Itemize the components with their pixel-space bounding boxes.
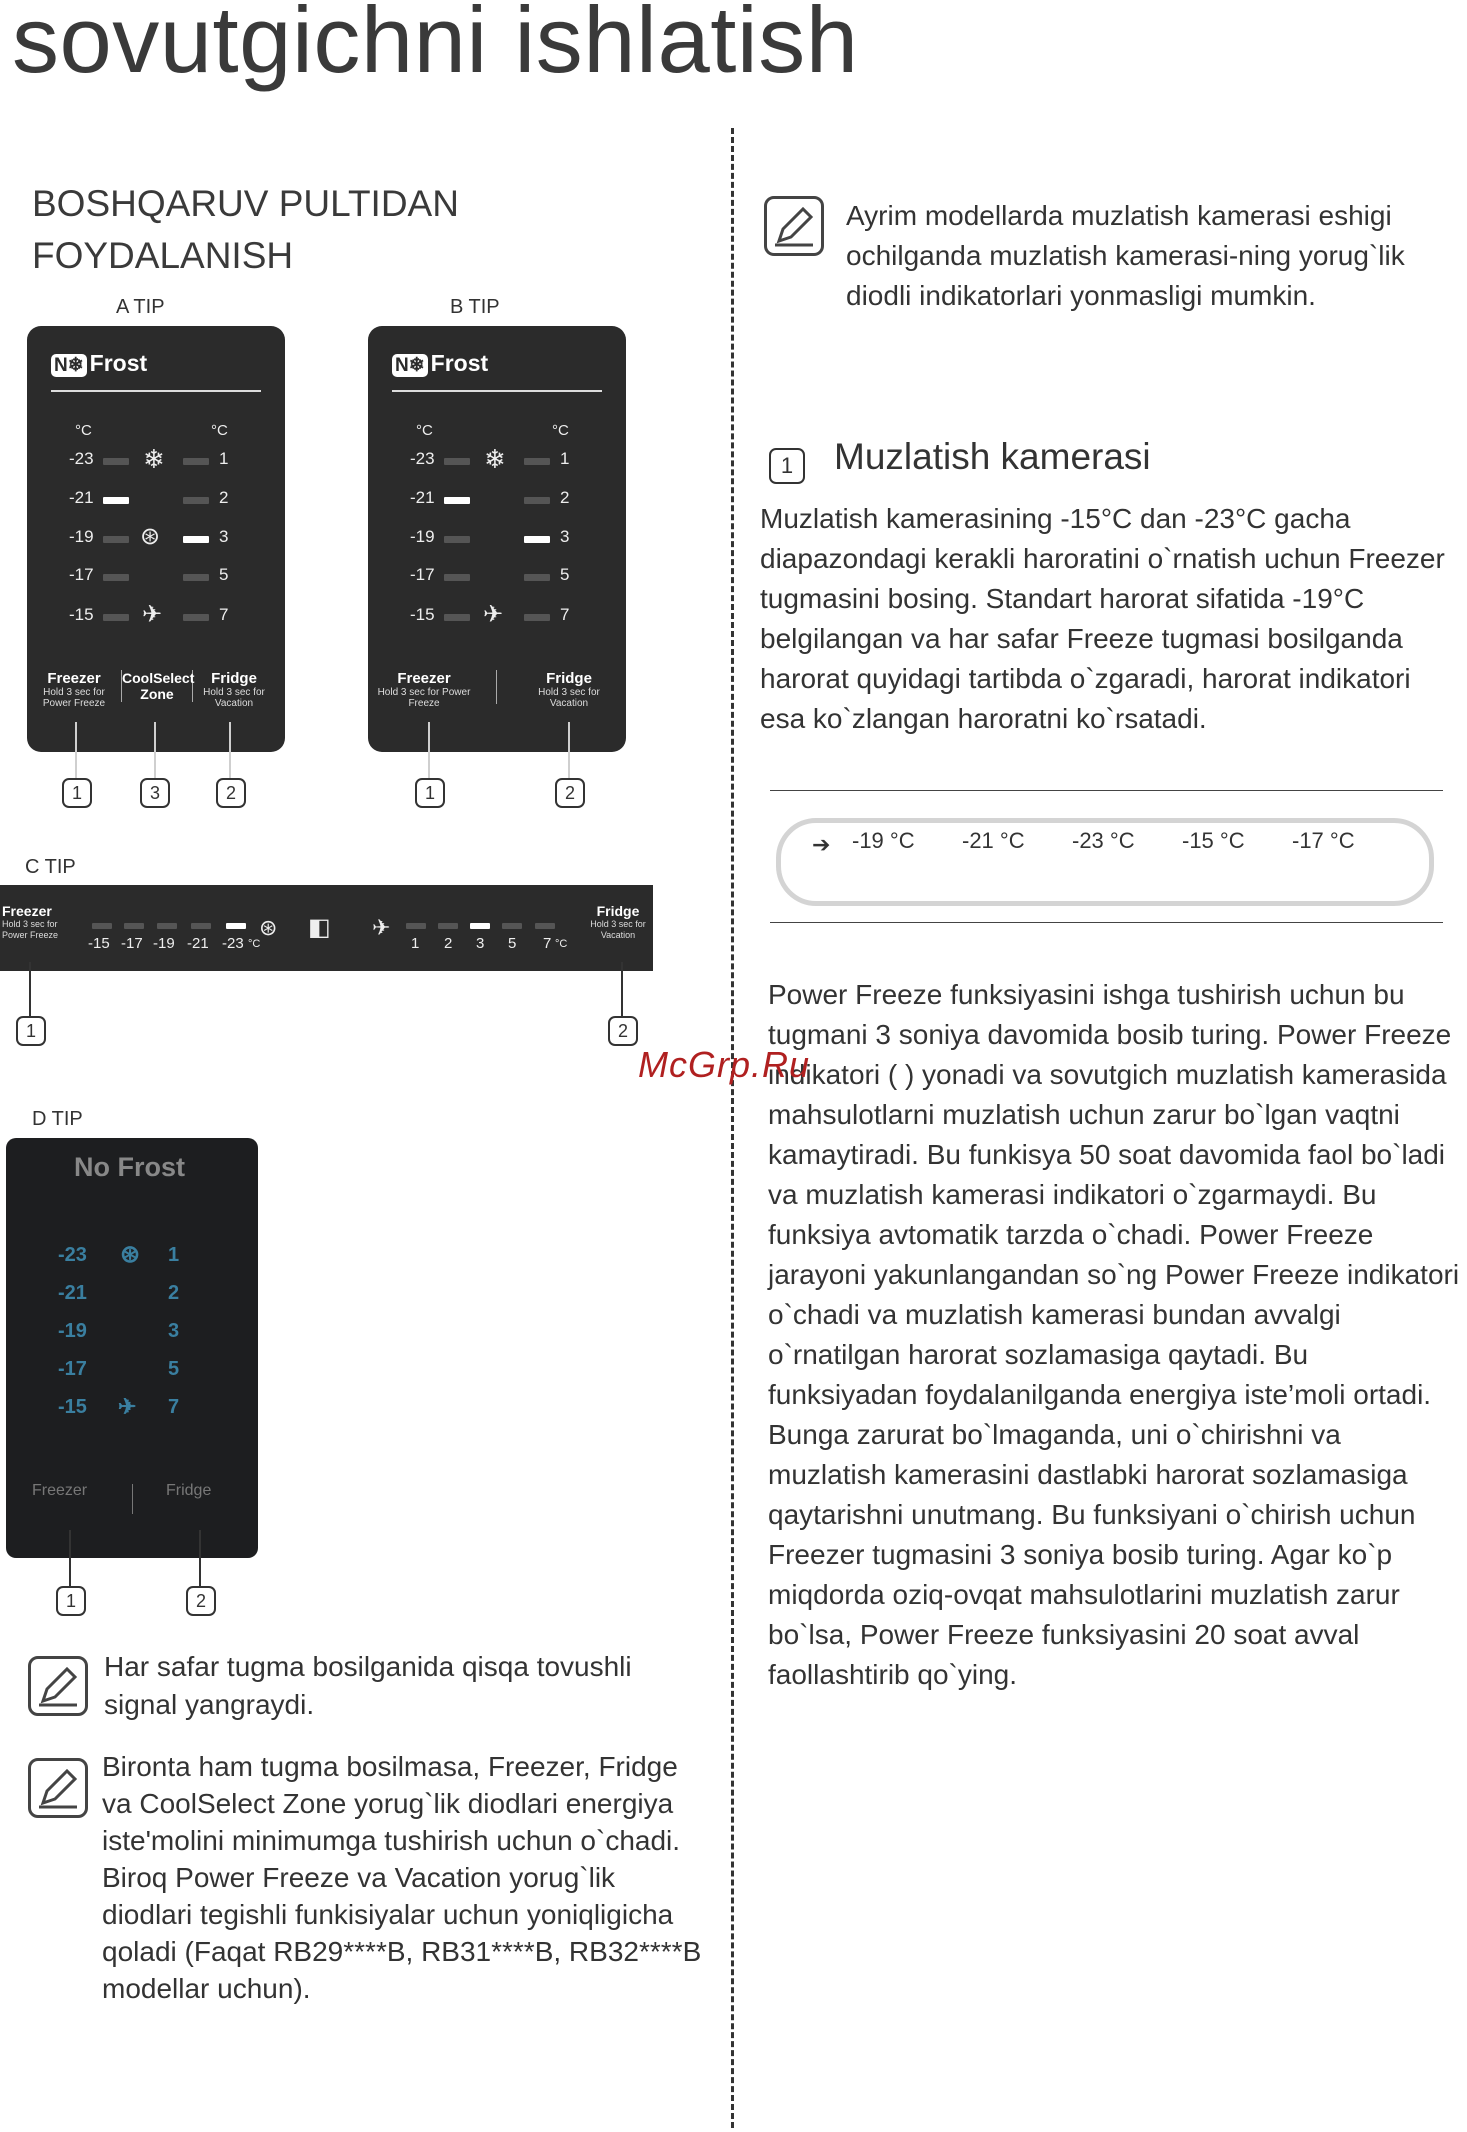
temp-label: -19 (410, 527, 435, 546)
panel-c (0, 885, 653, 971)
temp-label: 1 (560, 449, 570, 468)
led-on (444, 497, 470, 504)
freezer-button[interactable]: Freezer Hold 3 sec for Power Freeze (2, 903, 59, 940)
led (524, 458, 550, 465)
led (183, 497, 209, 504)
callout-number: 1 (16, 1016, 46, 1046)
led (444, 614, 470, 621)
temp-label: -17 (410, 565, 435, 584)
callout-line (75, 722, 77, 778)
temp-label: 3 (168, 1320, 180, 1342)
note-text: Ayrim modellarda muzlatish kamerasi eshigi ochilganda muzlatish kamerasi-ning yorug`lik diodli indikatorlari yonmasligi mumkin. (846, 200, 1405, 311)
section-title: Muzlatish kamerasi (834, 436, 1151, 477)
panel-c-label: C TIP (25, 856, 76, 878)
fridge-button[interactable]: Fridge Hold 3 sec for Vacation (590, 903, 646, 940)
panel-d-logo: No Frost (74, 1152, 185, 1182)
callout-number: 2 (555, 778, 585, 808)
power-freeze-icon: ⊛ (120, 1241, 141, 1268)
temp-label: 2 (219, 488, 229, 507)
callout-line (199, 1530, 201, 1586)
note-pencil-icon (28, 1758, 88, 1818)
temp-label: -21 (187, 935, 209, 952)
note-text: Har safar tugma bosilganida qisqa tovushli signal yangraydi. (104, 1651, 632, 1720)
temp-label: -17 (58, 1358, 87, 1380)
temp-label: -19 (69, 527, 94, 546)
temp-label: 3 (219, 527, 229, 546)
watermark: McGrp.Ru (638, 1044, 811, 1085)
power-freeze-icon: ❄ (484, 444, 506, 474)
panel-b-logo: N❄ Frost (392, 350, 488, 377)
temp-label: 3 (560, 527, 570, 546)
temp-label: -19 (58, 1320, 87, 1342)
led (183, 574, 209, 581)
vacation-icon: ✈ (118, 1394, 137, 1419)
temp-label: -17 (69, 565, 94, 584)
temp-label: -15 (88, 935, 110, 952)
led (535, 923, 555, 929)
callout-line (568, 722, 570, 778)
temp-label: 2 (444, 935, 453, 952)
coolselect-icon: ⊛ (140, 523, 161, 550)
callout-line (69, 1530, 71, 1586)
freezer-button[interactable]: Freezer (32, 1482, 88, 1499)
coolselect-icon: ◧ (308, 914, 331, 941)
vacation-icon: ✈ (483, 601, 504, 628)
vacation-icon: ✈ (372, 915, 391, 940)
panel-d-label: D TIP (32, 1108, 83, 1130)
callout-number: 3 (140, 778, 170, 808)
temp-label: -15 (58, 1396, 87, 1418)
temp-label: 5 (168, 1358, 180, 1380)
no-frost-icon: N❄ (392, 354, 428, 377)
led (191, 923, 211, 929)
note-pencil-icon (764, 196, 824, 256)
led (103, 458, 129, 465)
fridge-button[interactable]: Fridge (166, 1482, 212, 1499)
panel-a-underline (51, 390, 261, 392)
power-freeze-icon: ⊛ (259, 915, 278, 940)
led-on (226, 923, 246, 929)
panel-a-unit-right: °C (211, 422, 228, 439)
callout-line (428, 722, 430, 778)
rule (770, 922, 1443, 923)
power-freeze-icon: ❄ (143, 444, 165, 474)
cycle-step: -17 °C (1286, 828, 1361, 854)
temp-label: -23 (69, 449, 94, 468)
led-on (103, 497, 129, 504)
led (444, 536, 470, 543)
temp-label: 5 (508, 935, 517, 952)
callout-line (229, 722, 231, 778)
section-heading-line2: FOYDALANISH (32, 235, 294, 276)
led-on (524, 536, 550, 543)
note-text: Bironta ham tugma bosilmasa, Freezer, Fridge va CoolSelect Zone yorug`lik diodlari energiya iste'molini minimumga tushirish uchun o`chadi. Biroq Power Freeze va Vacation yorug`lik diodlari tegishli funkisiyalar uchun yoniqligicha qoladi (Faqat RB29****B, RB31****B, RB32****B modellar uchun). (102, 1751, 702, 2004)
led (157, 923, 177, 929)
no-frost-icon: N❄ (51, 354, 87, 377)
panel-a-unit-left: °C (75, 422, 92, 439)
led (524, 574, 550, 581)
led (183, 458, 209, 465)
temp-label: 7 (219, 605, 229, 624)
temp-label: 5 (219, 565, 229, 584)
callout-number: 2 (216, 778, 246, 808)
led (183, 614, 209, 621)
temp-label: 3 (476, 935, 485, 952)
temp-label: 5 (560, 565, 570, 584)
led (524, 614, 550, 621)
panel-d (6, 1138, 258, 1558)
temp-label: -19 (153, 935, 175, 952)
led (444, 458, 470, 465)
column-divider (731, 128, 734, 2128)
led (103, 614, 129, 621)
fridge-button[interactable]: Fridge Hold 3 sec for Vacation (538, 670, 600, 709)
fridge-button[interactable]: Fridge Hold 3 sec for Vacation (203, 670, 265, 709)
callout-line (154, 722, 156, 778)
button-divider (132, 1484, 133, 1514)
cycle-step: -21 °C (956, 828, 1031, 854)
note-pencil-icon (28, 1656, 88, 1716)
temp-label: 1 (168, 1244, 180, 1266)
section-number-badge: 1 (769, 448, 805, 484)
section-heading (32, 178, 459, 282)
panel-b-unit-right: °C (552, 422, 569, 439)
callout-number: 2 (608, 1016, 638, 1046)
freezer-button[interactable]: Freezer Hold 3 sec for Power Freeze (42, 670, 106, 709)
button-divider (496, 670, 497, 704)
temp-label: -23 (222, 935, 244, 952)
led (502, 923, 522, 929)
rule (770, 790, 1443, 791)
led (406, 923, 426, 929)
coolselect-button[interactable]: CoolSelect Zone (122, 670, 195, 702)
callout-number: 1 (56, 1586, 86, 1616)
led (103, 574, 129, 581)
temp-label: -21 (58, 1282, 87, 1304)
panel-a-logo: N❄ Frost (51, 350, 147, 377)
callout-number: 2 (186, 1586, 216, 1616)
callout-line (621, 962, 623, 1016)
temp-label: 2 (560, 488, 570, 507)
section-body: Muzlatish kamerasining -15°C dan -23°C gacha diapazondagi kerakli haroratini o`rnatish uchun Freezer tugmasini bosing. Standart harorat sifatida -19°C belgilangan va har safar Freeze tugmasi bosilganda harorat quyidagi tartibda o`zgaradi, harorat indikatori esa ko`zlangan haroratni ko`rsatadi. (760, 503, 1445, 734)
page-title: sovutgichni ishlatish (12, 0, 859, 92)
panel-a-label: A TIP (116, 296, 165, 318)
power-freeze-body: Power Freeze funksiyasini ishga tushirish uchun bu tugmani 3 soniya davomida bosib turing. Power Freeze indikatori ( ) yonadi va sovutgich muzlatish kamerasida mahsulotlarni muzlatish uchun zarur bo`lgan vaqtni kamaytiradi. Bu funkisya 50 soat davomida faol bo`ladi va muzlatish kamerasi indikatori o`zgarmaydi. Bu funksiya avtomatik tarzda o`chadi. Power Freeze jarayoni yakunlangandan so`ng Power Freeze indikatori o`chadi va muzlatish kamerasi bundan avvalgi o`rnatilgan harorat sozlamasiga qaytadi. Bu funksiyadan foydalanilganda energiya iste’moli ortadi. Bunga zarurat bo`lmaganda, uni o`chirishni va muzlatish kamerasini dastlabki harorat sozlamasiga qaytarishni unutmang. Bu funksiyani o`chirish uchun Freezer tugmasini 3 soniya bosib turing. Agar ko`p miqdorda oziq-ovqat mahsulotlarini muzlatish zarur bo`lsa, Power Freeze funksiyasini 20 soat avval faollashtirib qo`ying. (768, 979, 1460, 1690)
cycle-step: -15 °C (1176, 828, 1251, 854)
temp-label: -23 (410, 449, 435, 468)
temp-label: -21 (410, 488, 435, 507)
panel-b-unit-left: °C (416, 422, 433, 439)
led (438, 923, 458, 929)
temp-label: 1 (219, 449, 229, 468)
led (92, 923, 112, 929)
temp-label: 7 (543, 935, 552, 952)
temp-label: 7 (168, 1396, 180, 1418)
led (444, 574, 470, 581)
panel-b-underline (392, 390, 602, 392)
led (103, 536, 129, 543)
led-on (183, 536, 209, 543)
temp-label: -23 (58, 1244, 87, 1266)
unit-label: °C (248, 938, 261, 950)
temp-label: 2 (168, 1282, 180, 1304)
temp-label: -17 (121, 935, 143, 952)
led-on (470, 923, 490, 929)
led (124, 923, 144, 929)
temp-label: -15 (69, 605, 94, 624)
freezer-button[interactable]: Freezer Hold 3 sec for Power Freeze (377, 670, 471, 709)
section-heading-line1: BOSHQARUV PULTIDAN (32, 183, 459, 224)
temp-label: -21 (69, 488, 94, 507)
callout-number: 1 (62, 778, 92, 808)
panel-b (368, 326, 626, 752)
panel-a (27, 326, 285, 752)
callout-number: 1 (415, 778, 445, 808)
vacation-icon: ✈ (142, 601, 163, 628)
cycle-step: -23 °C (1066, 828, 1141, 854)
led (524, 497, 550, 504)
temp-label: 7 (560, 605, 570, 624)
temp-label: 1 (411, 935, 420, 952)
cycle-arrow-icon: ➔ (812, 832, 831, 857)
cycle-step: -19 °C (846, 828, 921, 854)
callout-line (29, 962, 31, 1016)
unit-label: °C (555, 938, 568, 950)
panel-b-label: B TIP (450, 296, 500, 318)
temp-label: -15 (410, 605, 435, 624)
